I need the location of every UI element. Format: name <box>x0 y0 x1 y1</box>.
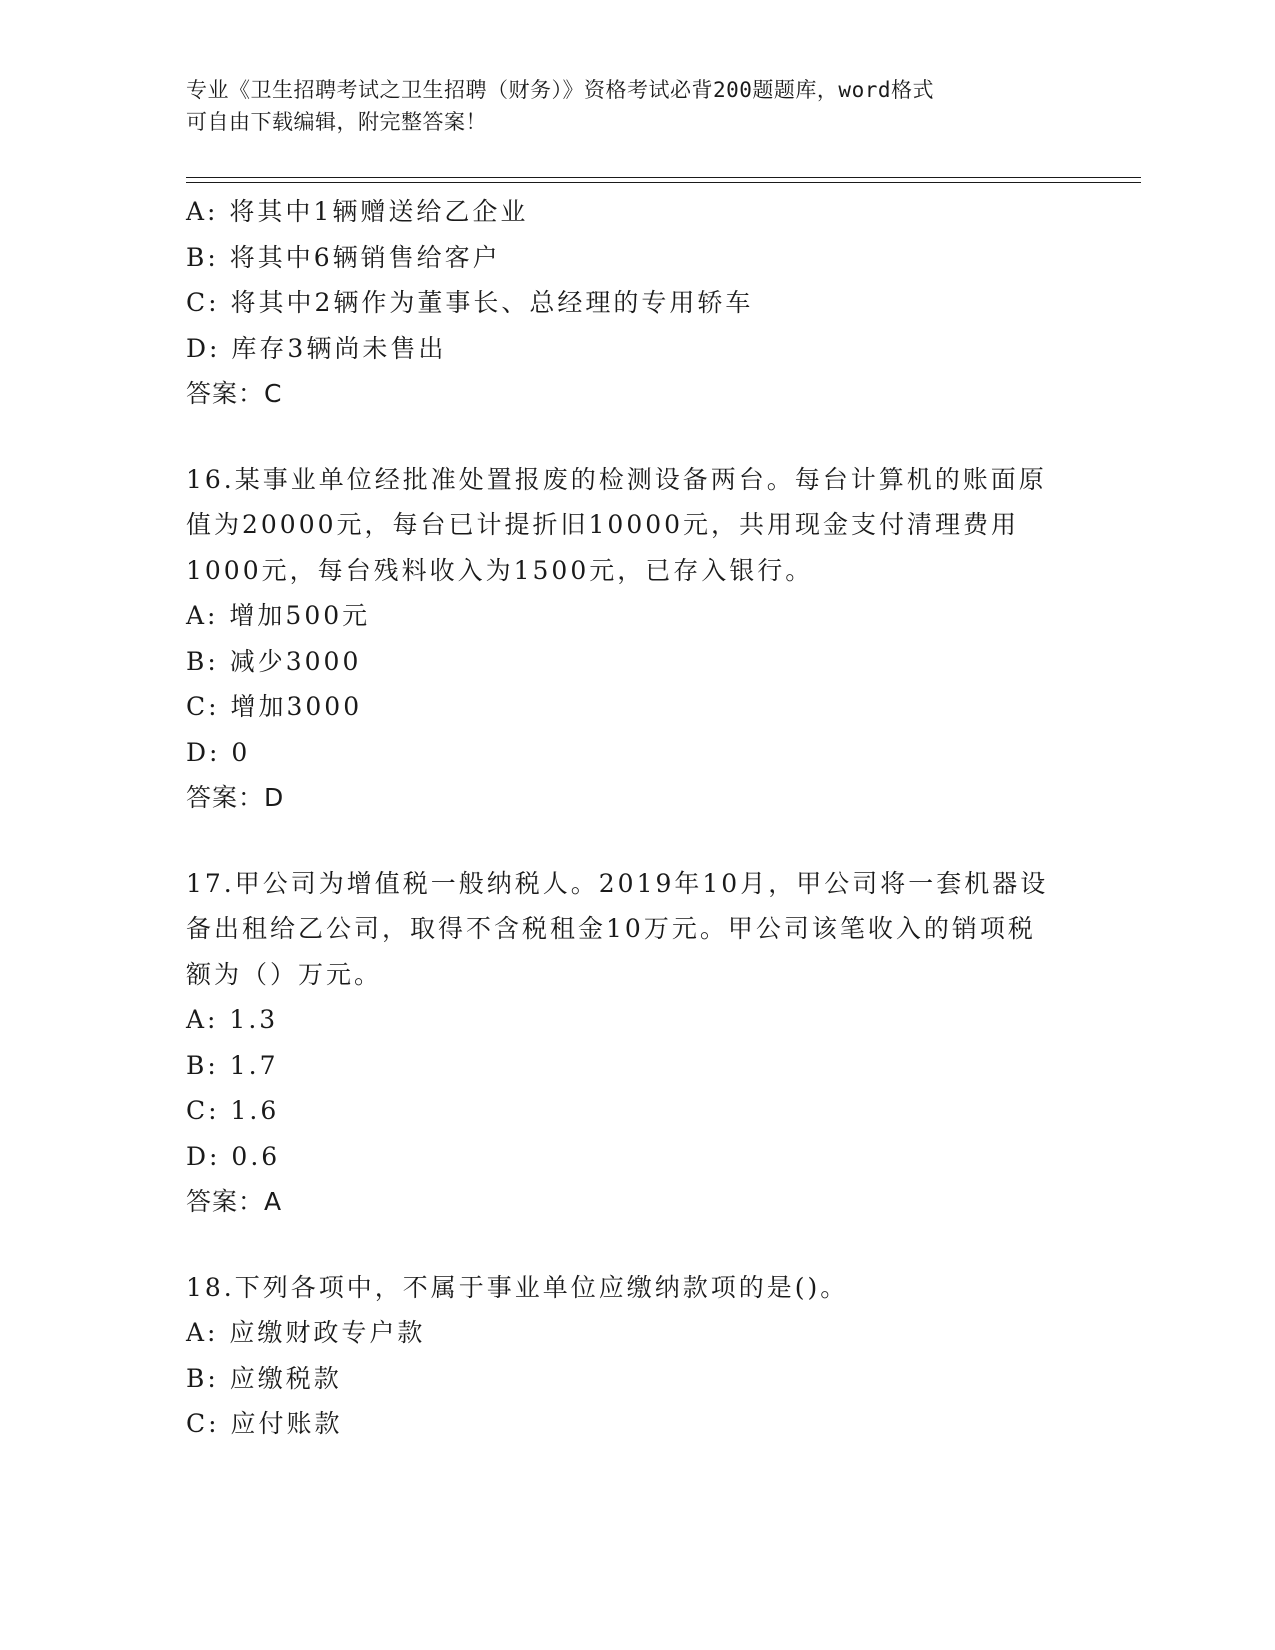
question-15-tail <box>186 189 1086 417</box>
question-stem-line: 17.甲公司为增值税一般纳税人。2019年10月，甲公司将一套机器设 <box>186 868 1049 898</box>
header-divider-top <box>186 177 1141 178</box>
answer-line: 答案：A <box>186 1187 283 1216</box>
header-title-line-1: 专业《卫生招聘考试之卫生招聘（财务）》资格考试必背200题题库，word格式 <box>186 78 934 102</box>
option-c: C: 将其中2辆作为董事长、总经理的专用轿车 <box>186 288 754 317</box>
option-d: D: 库存3辆尚未售出 <box>186 333 447 363</box>
option-b: B: 将其中6辆销售给客户 <box>186 242 501 272</box>
option-b: B: 1.7 <box>186 1050 279 1080</box>
question-18 <box>186 1265 1086 1447</box>
document-header <box>186 74 1086 138</box>
option-d: D: 0 <box>186 737 251 767</box>
option-a: A: 将其中1辆赠送给乙企业 <box>186 197 529 226</box>
option-b: B: 减少3000 <box>186 646 362 676</box>
question-stem-line: 1000元，每台残料收入为1500元，已存入银行。 <box>186 555 814 585</box>
question-gap <box>186 417 1086 457</box>
option-d: D: 0.6 <box>186 1141 281 1171</box>
option-c: C: 1.6 <box>186 1096 280 1125</box>
option-a: A: 增加500元 <box>186 601 371 630</box>
question-gap <box>186 821 1086 861</box>
option-a: A: 1.3 <box>186 1005 279 1034</box>
question-gap <box>186 1225 1086 1265</box>
answer-line: 答案：C <box>186 379 283 408</box>
question-stem-line: 额为（）万元。 <box>186 959 383 989</box>
question-16 <box>186 457 1086 821</box>
option-c: C: 增加3000 <box>186 692 363 721</box>
option-c: C: 应付账款 <box>186 1409 343 1438</box>
question-stem-line: 16.某事业单位经批准处置报废的检测设备两台。每台计算机的账面原 <box>186 464 1047 494</box>
answer-line: 答案：D <box>186 783 285 812</box>
question-stem-line: 值为20000元，每台已计提折旧10000元，共用现金支付清理费用 <box>186 510 1020 539</box>
header-title-line-2: 可自由下载编辑，附完整答案！ <box>186 110 487 134</box>
question-17 <box>186 861 1086 1225</box>
option-a: A: 应缴财政专户款 <box>186 1318 426 1347</box>
header-divider-bottom <box>186 182 1141 183</box>
question-stem-line: 18.下列各项中，不属于事业单位应缴纳款项的是()。 <box>186 1272 849 1302</box>
question-stem-line: 备出租给乙公司，取得不含税租金10万元。甲公司该笔收入的销项税 <box>186 914 1036 943</box>
question-content <box>186 189 1086 1447</box>
option-b: B: 应缴税款 <box>186 1363 342 1393</box>
